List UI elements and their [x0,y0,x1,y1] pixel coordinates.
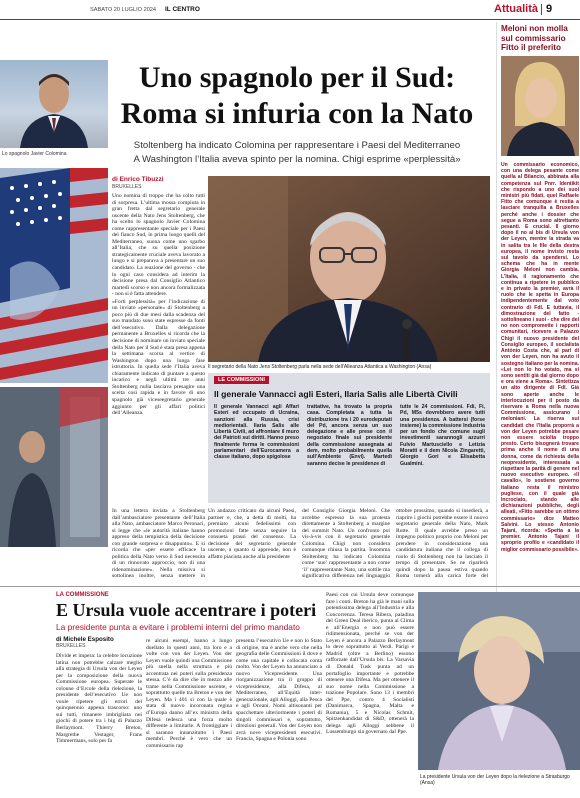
page-header [0,0,580,20]
commissioni-text-1: Il generale Vannacci agli Affari Esteri ed occupato di Ucraina, sanzioni alla Russia, crisi mediorientali. Ilaria Salis alle Libertà Civili, ad affrontare il muro dei Patrioti sui diritti. Hanno preso finalmente forma le commissioni parlamentari dell’Eurocamera a classe italiano, dopo spigolose [214,404,299,461]
header-paper: IL CENTRO [165,6,200,13]
sidebar-text: Un commissario economico, con una delega pesante come quella al Bilancio, abbinata alla competenza sul Pnrr. Identikit che rispondo a uno dei suoi ministri più fidati, quel Raffaele Fitto che comunque è restia a lasciare tranquilla a Bruxelles perché anche i dossier che segue a Roma sono altrettanto pesanti. E crucial. Il giorno dopo il no al bis di Ursula von der Leyen, mentre la strada va in salita tra le file della destra europea, il nome invisto resta sul tavolo da spendersi. Lo schema che ha in mente Giorgia Meloni non cambia. L’Italia, il ragionamento che continua a ripetere in pubblico e in privato la premier, avrà il ruolo che le spetta in Europa indipendentemente dal voto contrario di FdI. E tuttavia, il dimostrazione del fatto - sottolineano i suoi - che dire del no non compromette i rapporti comunitari, ricevere a Palazzo Chigi il nuovo presidente del Consiglio europeo, il socialista António Costa che, al pari di von der Leyen, non ha avuto il sostegno italiano per la nomina. «Lei non lo ho votato, ma si sono sentiti già dal giorno dopo e ora viene a Roma». Sintetizza un alto dirigente di FdI. Già sono aperte anche le interlocuzioni per il posto da riservare a Roma nella nuova Commissione, assicurano i meloniani. La riserva sui candidati che l’Italia proporrà a von der Leyen potrebbe pesare non essere sciolta troppo presto. Certo bisognerà trovare prima anche il nome di una donna, come da richiesta della neopresidente, interessata a rispettare la parità di genere nel nuovo esecutivo europeo. «Il cavallo», lo sostiene governo italiano resta il ministro pugliese, con il quale già Incrociato, stando alle dichiarazioni pubbliche, degli alleati, «Fitto sarebbe un ottimo commissario» dice Matteo Salvini. Lo stesso Antonio Tajani, ricorda: «Spetta a la premier. Antonio Tajani il sproprio profilo e «candidato il miglior commissario possibile». [501,162,579,553]
von-der-leyen-photo [418,592,580,770]
second-byline [56,636,146,649]
second-headline: E Ursula vuole accentrare i poteri [56,600,317,620]
main-article-col1 [112,193,205,505]
commissioni-text-2: trattative, ha trovato la propria casa. Completata a tutta la distribuzione tra i 20 eurodeputati del Pd, ancora senza un suo delegazione e alle prese con il negoziato finale sui presidente della commissione assegnata ai dem, molto probabilmente quella sull’Ambiente (Envi). Martedì saranno decise le presidenze di [307,404,392,467]
meeting-photo [0,387,108,547]
main-paragraph: Un andazzo criticato da alcuni Paesi, partner e, che, a detta di molti, ha premiato alcuni fedelissimi con promozioni fatte senza seguire la consueta prassi del consenso. La decisione del segretario generale uscente, a quanto si apprende, non è affatto piaciuta anche alla presidente [208,508,296,560]
main-paragraph: Uno nomina di troppo che ha colto tutti di sorpresa. L’ultima mossa compiuta in gran fretta dal segretario generale uscente della Nato Jens Stoltenberg, che ha scelto lo spagnolo Javier Colomina come rappresentante speciale per i Paesi del fianco Sud, in prima luogo quelli del Mediterraneo, suona come uno sgarbo all’Italia, che su quella posizione strategicamente cruciale aveva lavorato a lungo e si preparava a presentare un suo candidato. La reazione del governo - che in ogni caso considera ad interim la decisione presa dal Consiglio Atlantico martedì scorso e non ancora formalizzata - non si è fatta attendere. [112,193,205,298]
main-paragraph: del Consiglio Giorgia Meloni. Che avrebbe espresso la sua protesta direttamente a Stoltenberg a margine del summit Nato. Un confronto poi vis-à-vis con il segretario generale Colomina. Chigi non considera comunque chiusa la partita. Insomma Stoltenberg ha indicato Colomina come ‘suo’ rappresentante a non come ‘il’ rappresentante Nato, una sottile ma significativa differenza nel linguaggio [302,508,390,580]
main-subheadline-2: A Washington l’Italia aveva spinto per la nomina. Chigi esprime «perplessità» [133,154,461,165]
colomina-photo [0,60,108,148]
colomina-caption: Lo spagnolo Javier Colomina [2,151,67,157]
byline-place: BRUXELLES [112,184,142,190]
main-headline-line2: Roma si infuria con la Nato [120,97,474,130]
commissioni-box [208,373,490,503]
header-page-number: 9 [546,3,553,15]
second-article-divider [0,586,580,587]
header-date: SABATO 20 LUGLIO 2024 [90,7,157,13]
commissioni-text-3: tutte le 24 commissioni. Fdi, Fi, Pd, M5s dovrebbero avere tutti una presidenza. A battersi (forse insieme) la commissione Industria per un fondo che comune sugli investimenti sarannogli azzurri Fulvio Martusciello e Letizia Moratti e il dem Nicola Zingaretti, Giorgio Gori e Elisabetta Gualmini. [400,404,485,467]
main-article-col5 [396,508,488,580]
second-article-col2: re alcuni esempi, hanno a lungo duellato in questi anni, tra loro e a volte con von der Leyen. Von der Leyen vuole quindi una Commissione più snella nella struttura e più accentrata nei poteri sulla presidenza stessa. C’è da dire che in mezzo alle trame nella Commissione uscente, e soprattutto quelle tra Breton e von der Leyen. Ma i 401 sì con la quale è stata di nuovo incoronata regina d’Europa danno all’ex ministra della Difesa tedesca una forza molto differente a limitarle. A frontiggiare i sì saranno innanzitutto i Paesi membri. Perché è vero che un commissario rap [146,638,232,749]
meloni-photo [501,56,579,156]
main-headline-line1: Uno spagnolo per il Sud: [138,61,456,94]
main-article-col2 [112,508,205,580]
main-paragraph: «Forti perplessità» per l’indicazione di un inviato «personale» di Stoltenberg a poco più di due mesi dalla scadenza del suo mandato sono state espresse da fonti dell’esecutivo. Dalla delegazione permanente a Bruxelles si ricorda che la decisione di nominare un inviato speciale della Nato per il Sud è stata presa appena la settimana scorsa al vertice di Washington dopo una lunga fase istruttoria. In quella sede l’Italia aveva chiaramente indicato di puntare a questo incarico e negli ultimi tre anni Stoltenberg nulla lasciava presagire una scelta così rapida e in favore di uno spagnolo già viceseegretario generale aggiunto per gli affari politici dell’Alleanza. [112,298,205,417]
byline-author: di Enrico Tibuzzi [112,176,164,183]
second-byline-place: BRUXELLES [56,643,86,649]
main-article-col4 [302,508,390,580]
second-label: LA COMMISSIONE [56,592,109,598]
commissioni-title: Il generale Vannacci agli Esteri, Ilaria Salis alle Libertà Civili [214,389,458,399]
main-byline [112,176,202,190]
main-paragraph: ottobre prossimo, quando si insedierà, a riaprire i giochi potrebbe essere il nuovo segretario generale della Nato, Mark Rutte. Il quale avrebbe preso un impegno politico proprio con Meloni per prendere in considerazione una candidatura italiana che il collega di ruolo di Stoltenberg non ha lasciato il tempo di presentare. Se ne riparlerà quindi dopo la pausa estiva quando Roma tornerà alla carica forte del [396,508,488,580]
flags-photo [0,168,108,383]
header-divider [541,4,542,15]
second-byline-author: di Michele Esposito [56,636,114,643]
main-article-col3 [208,508,296,580]
von-der-leyen-caption: La presidente Ursula von der Leyen dopo la rielezione a Strasburgo (Ansa) [420,774,570,786]
commissioni-label: LE COMMISSIONI [214,376,269,384]
main-paragraph: In una lettera inviata a Stoltenberg dall’ambasciatore presentante dell’Italia alla Nato, ambasciatore Marco Peronaci, si legge che «le autorità italiane hanno appreso della tempistica della decisione con grande sorpresa e disappunto». E si ricorda che «per essere efficace la politica della Nato verso il Sud necessita di un rinnovato approccio, non di una ridenominazione». Nella missiva si sottolinea inoltre, senza mettere in [112,508,205,580]
sidebar-title: Meloni non molla sul commissario Fitto il preferito [501,24,568,53]
second-subheadline: La presidente punta a evitare i problemi interni del primo mandato [56,622,300,632]
stoltenberg-caption: Il segretario della Nato Jens Stoltenberg parla nella sede dell’Alleanza Atlantica a Washington (Ansa) [208,364,432,370]
second-article-col4: Paesi con cui Ursula deve comunque fare i conti. Breton ha già le mani sulla potentissima delega all’Industria e alla Concorrenza. Teresa Ribera, paladina del Green Deal iberico, punta al Clima e all’Energia e non può essere ridimensionata, perché se von der Leyen è ancora a Palazzo Berlaymont lo deve soprattutto ai Verdi. Parigi e Madrid (oltre a Berlino) essono rafforzate dall’Ursula bis. La Varsavia di Donald Tusk punta ad un portafoglio importante e potrebbe ottenere una Difesa. Ma per ottenere il suo nome nella Commissione a trazione Popolare. Sono 13 i membri del Ppe, contro 4 Socialisti (Danimarca, Spagna, Malta e Romania), 5 e Nicolas Schmit, Spitzenkandidat di S&D, ottenerà la delega agli Alloggi sebbene il Lussemburgo sia governato dal Ppe. [326,592,414,736]
second-article-col3: presenta l’esecutivo Ue e non lo Stato di origine, ma è anche vero che nella geografia delle Commissioni il dove e come una capitale è collocata conta molto. Von der Leyen ha annunciato a nuovo Vicepresidente. Una riorganizzazione tra il gruppo di vicepresidenze, alla Difesa, al Mediterraneo, all’Equità inter-generazionale, agli Alloggi, alla Pesca e agli Oceani. Nomi altisonanti per spacchettare ulteriormente i poteri di singoli commissari e, soprattutto, direzioni generali. Von der Leyen non avrà nove vicepresidenti esecutivi. Francia, Spagna e Polonia sono [236,638,322,743]
header-section: Attualità [494,3,538,15]
stoltenberg-photo [208,176,490,362]
sidebar [496,22,580,592]
second-article-col1: Divide et impera: la celebre locuzione latina non potrebbe calzare meglio alla strategia di Ursula von der Leyen per la composizione della nuova Commissione europea. Superate le colonne d’Ercole della rielezione, la presidente dell’esecutivo Ue non vuole ripetere gli errori del quinquennio appena trascorso: uno sui tutti, rimanere imbrigliata nei giochi di potere tra i big di Palazzo Berlaymont. Thierry Breton, Margrethe Vestager, Frans Timmermans, solo per fa [56,653,142,745]
main-subheadline-1: Stoltenberg ha indicato Colomina per rappresentare i Paesi del Mediterraneo [133,140,461,151]
